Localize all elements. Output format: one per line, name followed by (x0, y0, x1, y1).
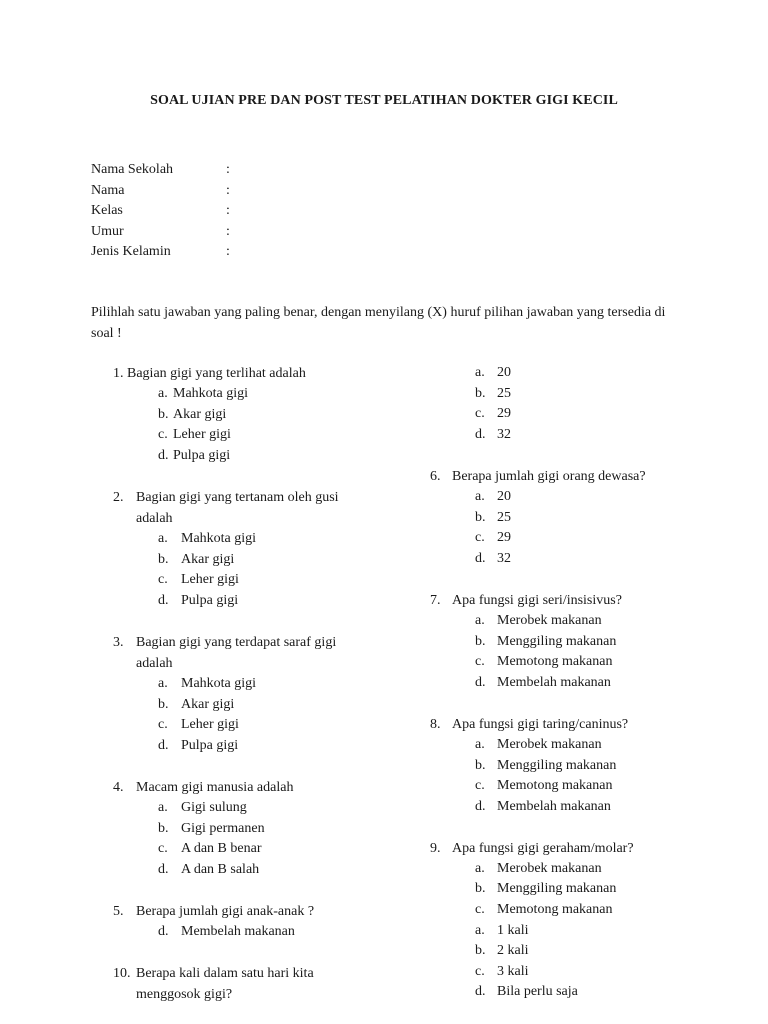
instruction-text: Pilihlah satu jawaban yang paling benar, dengan menyilang (X) huruf pilihan jawaban yang tersedia di soal ! (91, 305, 666, 341)
option: a. Mahkota gigi (158, 675, 257, 691)
question-6: 6. Berapa jumlah gigi orang dewasa? a. 20 b. 25 c. 29 d. 32 (430, 466, 730, 569)
question-4: 4. Macam gigi manusia adalah a. Gigi sulung b. Gigi permanen c. A dan B benar d. A dan B salah (113, 777, 413, 880)
option: d. 32 (475, 426, 511, 442)
left-column (113, 363, 413, 1005)
option: d. Pulpa gigi (158, 592, 239, 608)
option: d. Pulpa gigi (158, 447, 231, 463)
option: c. Memotong makanan (475, 654, 613, 670)
option: b. Akar gigi (158, 696, 235, 712)
option: d. Membelah makanan (475, 674, 611, 690)
field-nama: Nama : (91, 182, 230, 198)
option: a. Merobek makanan (475, 736, 602, 752)
option: c. 3 kali (475, 963, 529, 979)
option: d. 32 (475, 550, 511, 566)
question-8: 8. Apa fungsi gigi taring/caninus? a. Merobek makanan b. Menggiling makanan c. Memotong makanan d. Membelah makanan (430, 714, 730, 817)
field-umur: Umur : (91, 223, 230, 239)
option: d. Membelah makanan (158, 923, 295, 939)
page-title: SOAL UJIAN PRE DAN POST TEST PELATIHAN DOKTER GIGI KECIL (150, 93, 618, 108)
option: d. A dan B salah (158, 861, 260, 877)
question-2: 2. Bagian gigi yang tertanam oleh gusi adalah a. Mahkota gigi b. Akar gigi c. Leher gigi d. Pulpa gigi (113, 487, 413, 611)
option: d. Pulpa gigi (158, 737, 239, 753)
option: c. Memotong makanan (475, 778, 613, 794)
option: a. Merobek makanan (475, 860, 602, 876)
option: a. 20 (475, 488, 511, 504)
option: b. 25 (475, 385, 511, 401)
option: c. Leher gigi (158, 717, 239, 733)
field-kelas: Kelas : (91, 203, 230, 218)
option: a. Mahkota gigi (158, 530, 257, 546)
option: c. 29 (475, 406, 511, 422)
option: b. 2 kali (475, 943, 529, 959)
question-7: 7. Apa fungsi gigi seri/insisivus? a. Merobek makanan b. Menggiling makanan c. Memotong makanan d. Membelah makanan (430, 590, 730, 693)
question-5-options (430, 363, 730, 445)
question-10: 10. Berapa kali dalam satu hari kita menggosok gigi? (113, 966, 314, 1003)
option: c. A dan B benar (158, 841, 262, 857)
field-nama-sekolah: Nama Sekolah : (91, 162, 230, 177)
option: a. Mahkota gigi (158, 386, 249, 401)
option: c. Leher gigi (158, 572, 239, 588)
option: b. Menggiling makanan (475, 881, 617, 897)
question-5: 5. Berapa jumlah gigi anak-anak ? d. Membelah makanan (113, 901, 413, 943)
option: b. Menggiling makanan (475, 633, 617, 649)
option: a. Merobek makanan (475, 612, 602, 628)
question-9: 9. Apa fungsi gigi geraham/molar? a. Merobek makanan b. Menggiling makanan c. Memotong makanan a. 1 kali b. 2 kali c. 3 kali d. Bila perlu saja (430, 838, 730, 1003)
option: a. Gigi sulung (158, 799, 247, 815)
option: c. Leher gigi (158, 427, 231, 443)
option: d. Bila perlu saja (475, 984, 578, 1000)
question-3: 3. Bagian gigi yang terdapat saraf gigi adalah a. Mahkota gigi b. Akar gigi c. Leher gigi d. Pulpa gigi (113, 632, 413, 756)
option: b. Menggiling makanan (475, 757, 617, 773)
question-1: 1. Bagian gigi yang terlihat adalah a. Mahkota gigi b. Akar gigi c. Leher gigi d. Pulpa gigi (113, 363, 413, 466)
option: b. Gigi permanen (158, 820, 265, 836)
right-column (430, 363, 730, 1003)
option: c. 29 (475, 530, 511, 546)
option: b. Akar gigi (158, 551, 235, 567)
option: c. Memotong makanan (475, 902, 613, 918)
option: a. 20 (475, 365, 511, 380)
identity-fields (91, 160, 391, 263)
option: a. 1 kali (475, 922, 529, 938)
field-jenis-kelamin: Jenis Kelamin : (91, 244, 230, 259)
option: b. Akar gigi (158, 406, 227, 422)
option: b. 25 (475, 509, 511, 525)
option: d. Membelah makanan (475, 798, 611, 814)
